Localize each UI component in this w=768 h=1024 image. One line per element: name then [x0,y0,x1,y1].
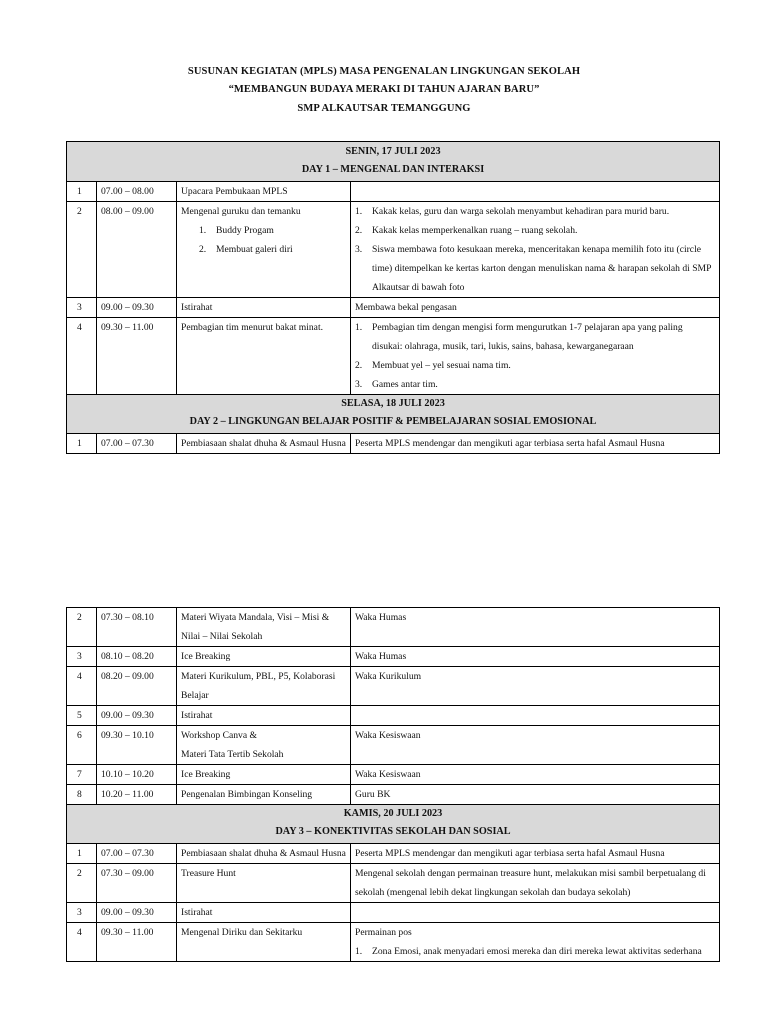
table-row [67,706,720,726]
row-number: 2 [67,864,97,903]
row-description: Waka Humas [351,647,720,667]
row-description [351,202,720,298]
row-time: 09.00 – 09.30 [97,706,177,726]
row-activity [177,202,351,298]
row-time: 07.30 – 08.10 [97,608,177,647]
row-number: 7 [67,765,97,785]
list-text: Games antar tim. [372,379,438,390]
row-time: 08.20 – 09.00 [97,667,177,706]
list-text: Membuat galeri diri [216,244,293,255]
row-description: Waka Kesiswaan [351,726,720,765]
list-item [355,375,715,394]
row-time: 09.00 – 09.30 [97,298,177,318]
row-number: 2 [67,202,97,298]
row-description [351,903,720,923]
list-text: Siswa membawa foto kesukaan mereka, menceritakan kenapa memilih foto itu (circle time) ditempelkan ke kertas karton dengan menuliskan nama & harapan sekolah di SMP Alkautsar di bawah foto [372,244,712,293]
row-activity: Treasure Hunt [177,864,351,903]
row-number: 8 [67,785,97,805]
row-description: Peserta MPLS mendengar dan mengikuti agar terbiasa serta hafal Asmaul Husna [351,434,720,454]
row-activity: Materi Kurikulum, PBL, P5, Kolaborasi Belajar [177,667,351,706]
table-row [67,844,720,864]
row-activity: Pembiasaan shalat dhuha & Asmaul Husna [177,844,351,864]
list-marker: 1. [355,206,363,217]
row-time: 08.10 – 08.20 [97,647,177,667]
row-time: 07.00 – 07.30 [97,844,177,864]
row-activity [177,726,351,765]
table-row [67,434,720,454]
list-text: Buddy Progam [216,225,274,236]
table-row [67,923,720,962]
table-row [67,785,720,805]
row-number: 2 [67,608,97,647]
row-number: 1 [67,182,97,202]
list-marker: 2. [199,244,207,255]
table-row [67,726,720,765]
row-time: 07.00 – 08.00 [97,182,177,202]
row-number: 4 [67,667,97,706]
table-row [67,765,720,785]
day1-header-row [67,142,720,182]
table-row [67,608,720,647]
row-time: 10.10 – 10.20 [97,765,177,785]
row-description: Peserta MPLS mendengar dan mengikuti agar terbiasa serta hafal Asmaul Husna [351,844,720,864]
table-row [67,864,720,903]
row-description: Waka Kesiswaan [351,765,720,785]
row-time: 07.30 – 09.00 [97,864,177,903]
list-text: Membuat yel – yel sesuai nama tim. [372,360,511,371]
day1-title: DAY 1 – MENGENAL DAN INTERAKSI [301,164,485,175]
row-activity: Istirahat [177,903,351,923]
row-number: 3 [67,298,97,318]
doc-title-line2: “MEMBANGUN BUDAYA MERAKI DI TAHUN AJARAN BARU” [228,84,540,95]
row-description: Mengenal sekolah dengan permainan treasure hunt, melakukan misi sambil berpetualang di sekolah (mengenal lebih dekat lingkungan sekolah dan budaya sekolah) [351,864,720,903]
table-row [67,903,720,923]
list-marker: 1. [355,946,363,957]
list-marker: 3. [355,244,363,255]
row-number: 1 [67,844,97,864]
row-time: 09.00 – 09.30 [97,903,177,923]
activity-line: Materi Tata Tertib Sekolah [181,749,284,760]
row-description [351,923,720,962]
list-item [181,221,346,240]
activity-line: Workshop Canva & [181,730,257,741]
row-description [351,182,720,202]
row-time: 10.20 – 11.00 [97,785,177,805]
row-description: Guru BK [351,785,720,805]
row-activity: Istirahat [177,706,351,726]
list-text: Pembagian tim dengan mengisi form mengurutkan 1-7 pelajaran apa yang paling disukai: olahraga, musik, tari, lukis, sains, bahasa, kewarganegaraan [372,322,683,352]
list-item [355,318,715,356]
row-activity: Mengenal Diriku dan Sekitarku [177,923,351,962]
table-row [67,298,720,318]
schedule-table-page1 [66,141,720,454]
table-row [67,202,720,298]
list-item [355,202,715,221]
row-time: 07.00 – 07.30 [97,434,177,454]
activity-text: Mengenal guruku dan temanku [181,206,301,217]
row-number: 4 [67,923,97,962]
row-number: 3 [67,903,97,923]
list-item [355,240,715,297]
row-activity: Ice Breaking [177,647,351,667]
row-activity: Upacara Pembukaan MPLS [177,182,351,202]
table-row [67,182,720,202]
row-description [351,318,720,395]
row-number: 4 [67,318,97,395]
table-row [67,318,720,395]
row-description: Membawa bekal pengasan [351,298,720,318]
day1-date: SENIN, 17 JULI 2023 [345,146,441,157]
list-item [181,240,346,259]
list-marker: 3. [355,379,363,390]
row-activity: Pembiasaan shalat dhuha & Asmaul Husna [177,434,351,454]
day3-date: KAMIS, 20 JULI 2023 [343,808,443,819]
row-time: 08.00 – 09.00 [97,202,177,298]
list-marker: 1. [199,225,207,236]
row-description: Waka Kurikulum [351,667,720,706]
day2-date: SELASA, 18 JULI 2023 [341,398,445,409]
row-number: 3 [67,647,97,667]
list-text: Kakak kelas, guru dan warga sekolah menyambut kehadiran para murid baru. [372,206,670,217]
row-description [351,706,720,726]
list-item [355,942,715,961]
day3-header-row [67,805,720,844]
description-text: Permainan pos [355,927,412,938]
doc-title-line3: SMP ALKAUTSAR TEMANGGUNG [297,103,471,114]
list-item [355,356,715,375]
row-time: 09.30 – 11.00 [97,318,177,395]
row-description: Waka Humas [351,608,720,647]
row-activity: Pembagian tim menurut bakat minat. [177,318,351,395]
day2-header-row [67,395,720,434]
row-activity: Materi Wiyata Mandala, Visi – Misi & Nilai – Nilai Sekolah [177,608,351,647]
list-text: Kakak kelas memperkenalkan ruang – ruang sekolah. [372,225,578,236]
table-row [67,667,720,706]
list-item [355,221,715,240]
list-marker: 1. [355,322,363,333]
day3-title: DAY 3 – KONEKTIVITAS SEKOLAH DAN SOSIAL [275,826,511,837]
doc-title-line1: SUSUNAN KEGIATAN (MPLS) MASA PENGENALAN LINGKUNGAN SEKOLAH [187,66,581,77]
row-activity: Ice Breaking [177,765,351,785]
list-marker: 2. [355,360,363,371]
day2-title: DAY 2 – LINGKUNGAN BELAJAR POSITIF & PEMBELAJARAN SOSIAL EMOSIONAL [189,416,597,427]
list-marker: 2. [355,225,363,236]
row-number: 1 [67,434,97,454]
row-time: 09.30 – 11.00 [97,923,177,962]
table-row [67,647,720,667]
row-activity: Istirahat [177,298,351,318]
row-activity: Pengenalan Bimbingan Konseling [177,785,351,805]
row-number: 5 [67,706,97,726]
list-text: Zona Emosi, anak menyadari emosi mereka dan diri mereka lewat aktivitas sederhana [372,946,702,957]
row-number: 6 [67,726,97,765]
row-time: 09.30 – 10.10 [97,726,177,765]
schedule-table-page2 [66,607,720,962]
